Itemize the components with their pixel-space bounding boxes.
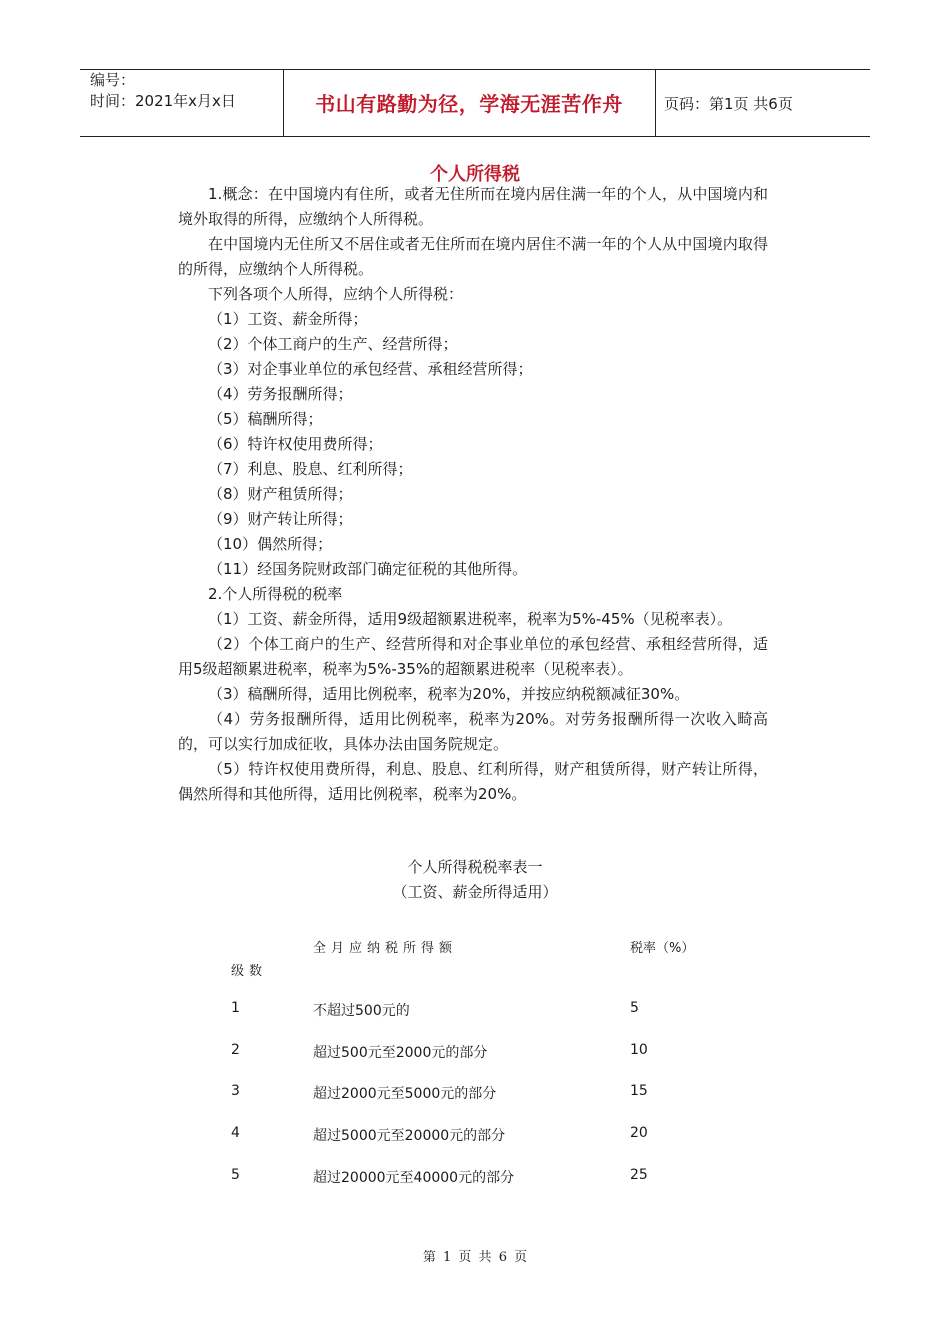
document-date-label: 时间：2021年x月x日 bbox=[90, 92, 236, 110]
list-item: （11）经国务院财政部门确定征税的其他所得。 bbox=[208, 560, 528, 578]
list-item: （8）财产租赁所得； bbox=[208, 485, 353, 503]
list-item: （3）对企事业单位的承包经营、承租经营所得； bbox=[208, 360, 533, 378]
table-cell-level: 3 bbox=[231, 1083, 240, 1099]
table-cell-rate: 5 bbox=[630, 1000, 639, 1016]
header-page-info: 页码：第1页 共6页 bbox=[664, 95, 793, 113]
table-cell-level: 2 bbox=[231, 1042, 240, 1058]
header-motto: 书山有路勤为径，学海无涯苦作舟 bbox=[315, 92, 623, 116]
table-subtitle: （工资、薪金所得适用） bbox=[392, 883, 558, 901]
list-item: （1）工资、薪金所得； bbox=[208, 310, 368, 328]
page-footer: 第 1 页 共 6 页 bbox=[422, 1250, 528, 1265]
table-header-income: 全月应纳税所得额 bbox=[313, 941, 458, 956]
document-title: 个人所得税 bbox=[430, 164, 520, 185]
table-cell-income: 超过500元至2000元的部分 bbox=[313, 1045, 488, 1061]
paragraph: 下列各项个人所得，应纳个人所得税： bbox=[208, 285, 464, 303]
table-cell-level: 1 bbox=[231, 1000, 240, 1016]
table-cell-income: 超过20000元至40000元的部分 bbox=[313, 1170, 515, 1186]
header-divider-right bbox=[655, 69, 656, 136]
section-heading: 2.个人所得税的税率 bbox=[208, 585, 343, 603]
table-cell-level: 5 bbox=[231, 1167, 240, 1183]
paragraph: （4）劳务报酬所得，适用比例税率，税率为20%。对劳务报酬所得一次收入畸高的，可以实行加成征收，具体办法由国务院规定。 bbox=[178, 710, 768, 753]
paragraph: （3）稿酬所得，适用比例税率，税率为20%，并按应纳税额减征30%。 bbox=[208, 685, 690, 703]
document-number-label: 编号： bbox=[90, 71, 136, 89]
header-left-cell bbox=[90, 70, 236, 112]
list-item: （2）个体工商户的生产、经营所得； bbox=[208, 335, 458, 353]
table-cell-income: 超过5000元至20000元的部分 bbox=[313, 1128, 506, 1144]
table-cell-income: 超过2000元至5000元的部分 bbox=[313, 1086, 497, 1102]
list-item: （4）劳务报酬所得； bbox=[208, 385, 353, 403]
header-bottom-rule bbox=[80, 136, 870, 137]
document-body bbox=[178, 182, 768, 807]
table-header-level: 级数 bbox=[231, 964, 268, 979]
table-cell-level: 4 bbox=[231, 1125, 240, 1141]
paragraph: 在中国境内无住所又不居住或者无住所而在境内居住不满一年的个人从中国境内取得的所得，应缴纳个人所得税。 bbox=[178, 235, 768, 278]
paragraph: 1.概念：在中国境内有住所，或者无住所而在境内居住满一年的个人，从中国境内和境外取得的所得，应缴纳个人所得税。 bbox=[178, 185, 768, 228]
table-cell-rate: 15 bbox=[630, 1083, 648, 1099]
table-cell-income: 不超过500元的 bbox=[313, 1003, 410, 1019]
table-title: 个人所得税税率表一 bbox=[407, 858, 543, 876]
paragraph: （5）特许权使用费所得，利息、股息、红利所得，财产租赁所得，财产转让所得，偶然所得和其他所得，适用比例税率，税率为20%。 bbox=[178, 760, 768, 803]
list-item: （10）偶然所得； bbox=[208, 535, 333, 553]
list-item: （6）特许权使用费所得； bbox=[208, 435, 383, 453]
table-cell-rate: 10 bbox=[630, 1042, 648, 1058]
paragraph: （2）个体工商户的生产、经营所得和对企事业单位的承包经营、承租经营所得，适用5级超额累进税率，税率为5%-35%的超额累进税率（见税率表）。 bbox=[178, 635, 768, 678]
table-cell-rate: 25 bbox=[630, 1167, 648, 1183]
list-item: （9）财产转让所得； bbox=[208, 510, 353, 528]
table-header-rate: 税率（%） bbox=[630, 941, 695, 956]
list-item: （7）利息、股息、红利所得； bbox=[208, 460, 413, 478]
list-item: （5）稿酬所得； bbox=[208, 410, 323, 428]
table-cell-rate: 20 bbox=[630, 1125, 648, 1141]
paragraph: （1）工资、薪金所得，适用9级超额累进税率，税率为5%-45%（见税率表）。 bbox=[208, 610, 733, 628]
